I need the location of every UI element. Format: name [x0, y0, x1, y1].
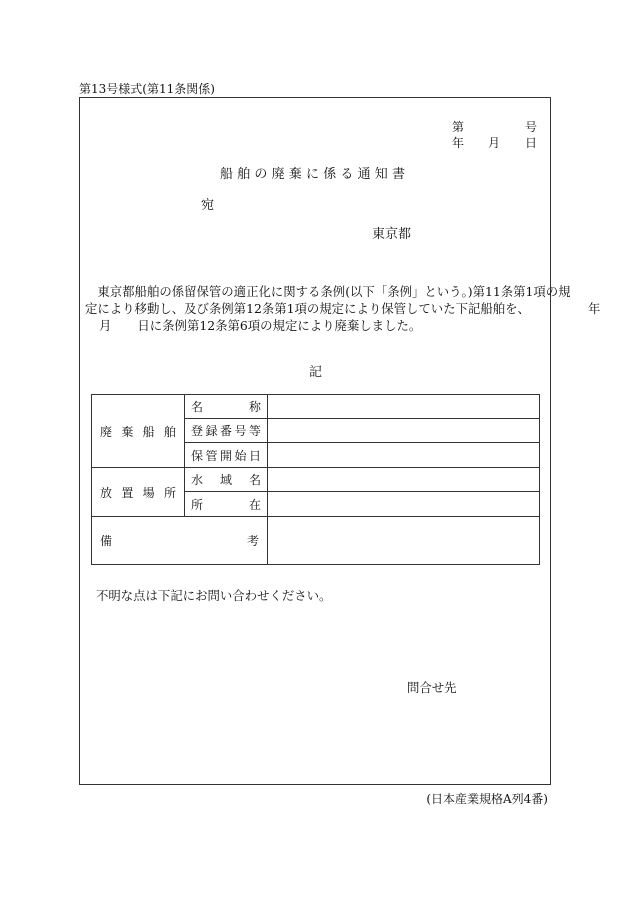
registration-label: 登 録 番 号 等	[191, 424, 261, 438]
body-line-3-text: 日に条例第12条第6項の規定により廃棄しました。	[137, 318, 422, 333]
name-label: 名 称	[191, 400, 261, 414]
vessel-group-label	[92, 423, 184, 440]
date-month: 月	[488, 136, 501, 150]
location-label-cell	[185, 492, 268, 517]
body-line-1-text: 東京都船舶の係留保管の適正化に関する条例(以下「条例」という。)第11条第1項の規	[97, 284, 571, 299]
registration-value-cell[interactable]	[268, 419, 540, 443]
addressee-suffix: 宛	[201, 198, 215, 213]
number-prefix: 第	[452, 120, 465, 134]
storage-start-value-cell[interactable]	[268, 443, 540, 468]
location-label: 所 在	[191, 497, 261, 512]
water-area-value-cell[interactable]	[268, 468, 540, 492]
storage-start-label: 保 管 開 始 日	[191, 448, 261, 463]
storage-start-label-cell	[185, 443, 268, 468]
remarks-label: 備 考	[100, 534, 259, 548]
body-line-2	[85, 300, 601, 317]
body-paragraph	[85, 283, 601, 334]
date-day: 日	[525, 136, 538, 150]
vessel-info-table	[91, 394, 540, 565]
name-value-cell[interactable]	[268, 395, 540, 419]
inquiry-note: 不明な点は下記にお問い合わせください。	[96, 588, 332, 603]
form-number-label: 第13号様式(第11条関係)	[79, 82, 215, 96]
vessel-group-text: 廃 棄 船 舶	[100, 424, 176, 439]
number-suffix: 号	[525, 120, 538, 134]
water-area-label: 水 域 名	[191, 473, 261, 487]
place-group-text: 放 置 場 所	[100, 485, 176, 500]
body-month-label: 月	[99, 318, 112, 333]
document-title: 船舶の廃棄に係る通知書	[220, 167, 410, 182]
name-label-cell	[185, 395, 268, 419]
body-line-2-text: 定により移動し、及び条例第12条第1項の規定により保管していた下記船舶を、	[85, 301, 530, 316]
body-year-label: 年	[587, 301, 601, 316]
paper-size-note: (日本産業規格A列4番)	[426, 792, 548, 806]
water-area-label-cell	[185, 468, 268, 492]
vessel-group-cell	[92, 395, 185, 468]
remarks-value-cell[interactable]	[268, 517, 540, 565]
contact-label: 問合せ先	[407, 680, 457, 695]
sender-name: 東京都	[372, 227, 412, 242]
body-line-3	[85, 317, 547, 334]
remarks-label-cell	[92, 517, 268, 565]
location-value-cell[interactable]	[268, 492, 540, 517]
body-line-1	[85, 283, 571, 300]
registration-label-cell	[185, 419, 268, 443]
date-year: 年	[452, 136, 465, 150]
place-group-cell	[92, 468, 185, 517]
ki-heading: 記	[309, 365, 323, 380]
